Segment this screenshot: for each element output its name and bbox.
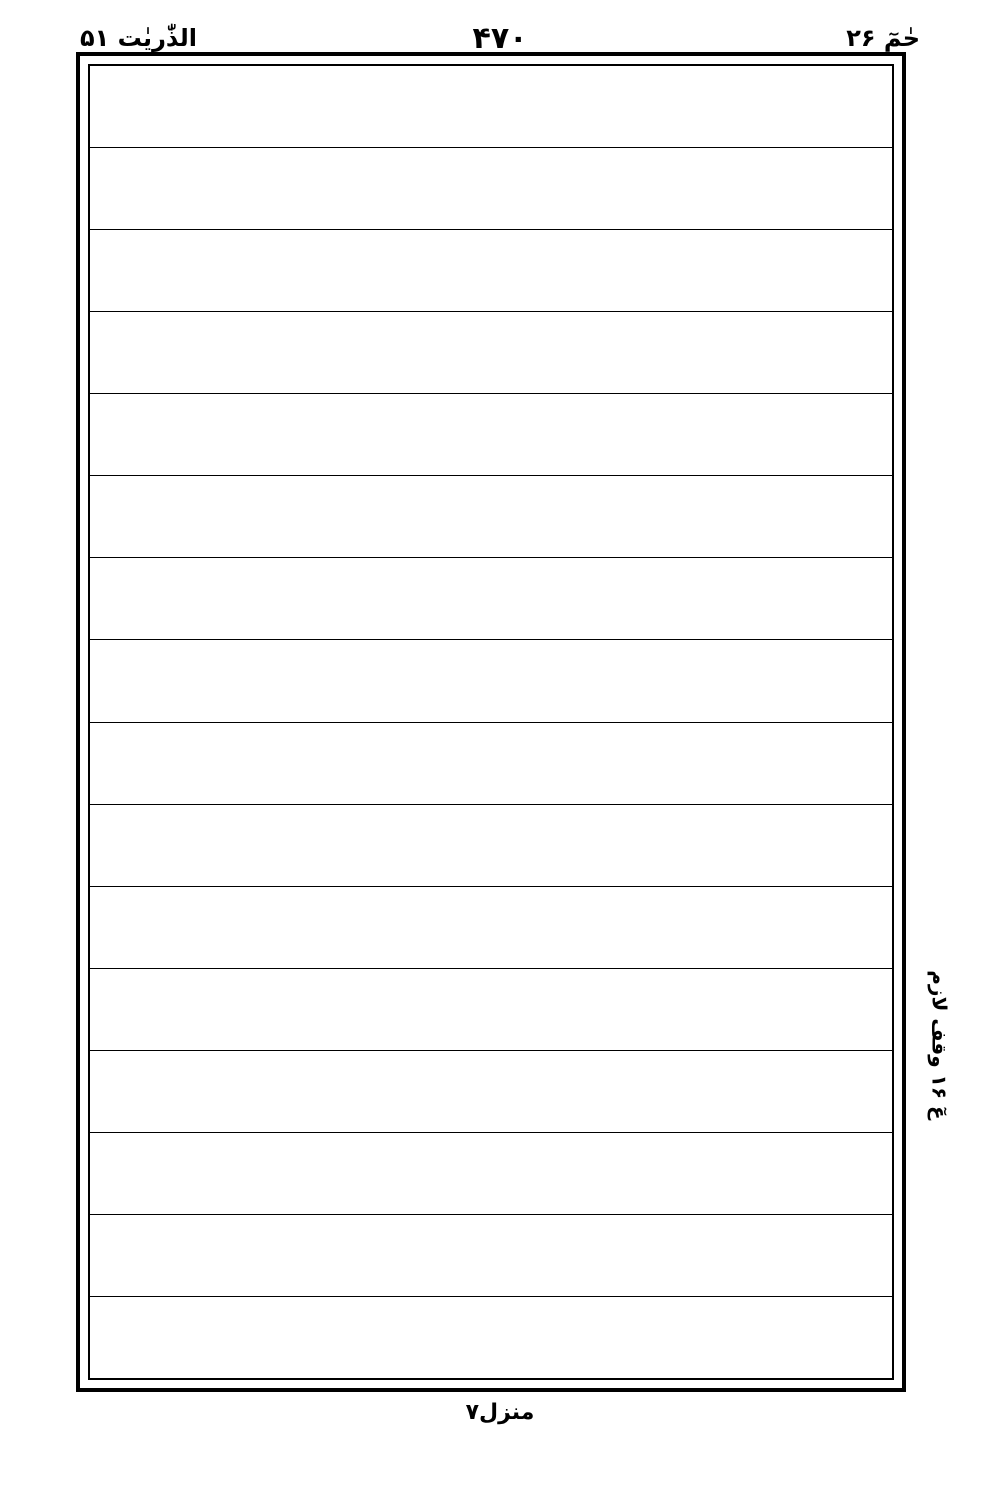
page-footer — [0, 1400, 1000, 1425]
text-line — [90, 805, 892, 887]
page-frame — [76, 52, 906, 1392]
text-line — [90, 1215, 892, 1297]
text-line — [90, 230, 892, 312]
text-line — [90, 1133, 892, 1215]
text-line — [90, 640, 892, 722]
text-line — [90, 476, 892, 558]
text-line — [90, 1051, 892, 1133]
page-number: ۴۷۰ — [472, 20, 528, 56]
margin-note — [920, 880, 960, 1210]
text-line — [90, 969, 892, 1051]
text-line — [90, 394, 892, 476]
margin-note-text: عٓ ۱۶ وقف لازم — [928, 970, 953, 1120]
text-line — [90, 558, 892, 640]
text-line — [90, 1297, 892, 1378]
juz-label: حٰمٓ ۲۶ — [846, 24, 920, 52]
surah-label: الذّٰرِیٰت ۵۱ — [80, 24, 197, 52]
text-line — [90, 887, 892, 969]
text-line — [90, 723, 892, 805]
text-line — [90, 66, 892, 148]
text-line — [90, 148, 892, 230]
text-line — [90, 312, 892, 394]
text-block — [88, 64, 894, 1380]
manzil-label: منزل۷ — [465, 1400, 535, 1425]
